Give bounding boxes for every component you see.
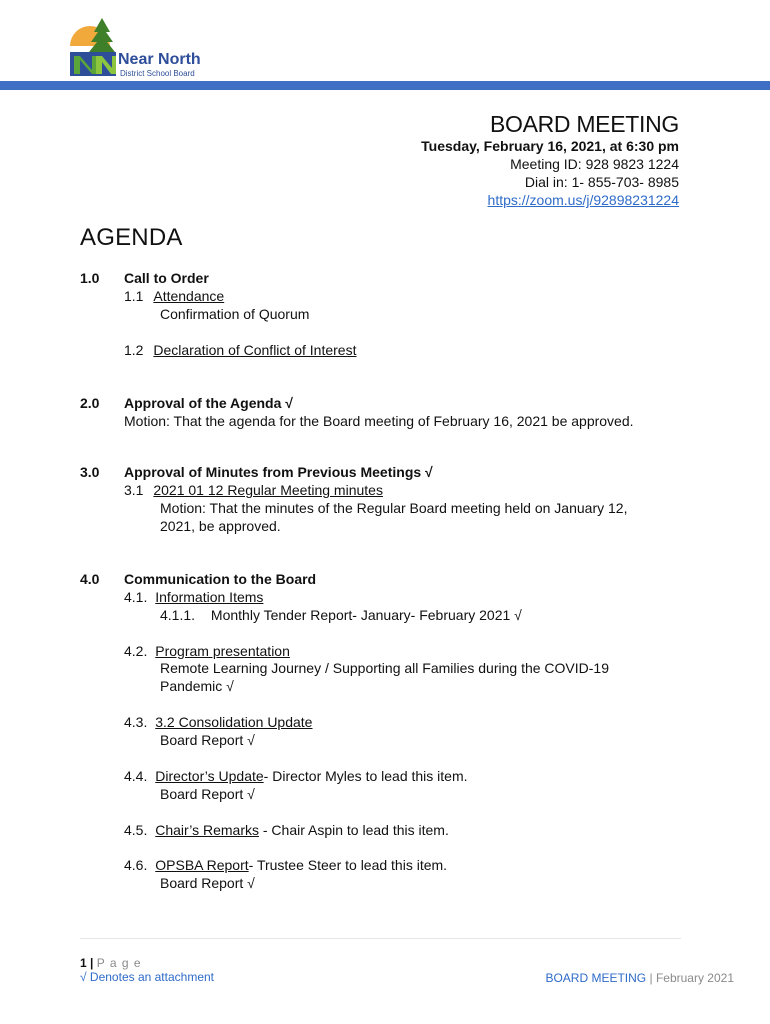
agenda-item (124, 288, 224, 304)
item-text: Monthly Tender Report- January- February 2021 √ (210, 607, 522, 623)
section-title: Approval of Minutes from Previous Meetings √ (124, 464, 433, 480)
footer-date: February 2021 (655, 971, 734, 985)
item-link[interactable]: Information Items (155, 589, 264, 605)
item-number: 4.4. (124, 768, 148, 784)
footer-doc-title (545, 971, 734, 985)
zoom-link[interactable]: https://zoom.us/j/92898231224 (487, 192, 679, 208)
agenda-item (124, 714, 312, 730)
item-number: 1.2 (124, 342, 144, 358)
footer-title: BOARD MEETING (545, 971, 647, 985)
item-number: 3.1 (124, 482, 144, 498)
agenda-item (124, 643, 290, 659)
item-note: Confirmation of Quorum (160, 306, 310, 322)
item-link[interactable]: 3.2 Consolidation Update (155, 714, 313, 730)
item-link[interactable]: Chair’s Remarks (155, 822, 259, 838)
item-note-line-2: Pandemic √ (160, 678, 234, 694)
item-number: 4.2. (124, 643, 148, 659)
section-number: 1.0 (80, 270, 100, 286)
meeting-id: Meeting ID: 928 9823 1224 (510, 156, 679, 172)
item-link[interactable]: Declaration of Conflict of Interest (153, 342, 357, 358)
section-title: Communication to the Board (124, 571, 317, 587)
section-number: 3.0 (80, 464, 100, 480)
item-note: Board Report √ (160, 732, 255, 748)
item-text: - Director Myles to lead this item. (263, 768, 468, 784)
agenda-item (124, 857, 447, 873)
item-text: - Chair Aspin to lead this item. (258, 822, 449, 838)
section-number: 4.0 (80, 571, 100, 587)
agenda-heading: AGENDA (80, 224, 183, 251)
item-number: 4.1.1. (160, 607, 196, 623)
page-sep: | (86, 956, 97, 970)
footer-sep: | (646, 971, 656, 985)
motion-text-line-1: Motion: That the minutes of the Regular Board meeting held on January 12, (160, 500, 628, 516)
item-number: 4.6. (124, 857, 148, 873)
section-title: Approval of the Agenda √ (124, 395, 293, 411)
motion-text-line-2: 2021, be approved. (160, 518, 281, 534)
item-link[interactable]: 2021 01 12 Regular Meeting minutes (153, 482, 383, 498)
agenda-item (124, 589, 263, 605)
item-number: 4.5. (124, 822, 148, 838)
page-num: 1 (80, 956, 87, 970)
section-title: Call to Order (124, 270, 209, 286)
item-link[interactable]: OPSBA Report (155, 857, 249, 873)
meeting-date: Tuesday, February 16, 2021, at 6:30 pm (421, 138, 679, 154)
agenda-item (124, 822, 449, 838)
meeting-title: BOARD MEETING (489, 111, 679, 137)
section-number: 2.0 (80, 395, 100, 411)
attachment-note: √ Denotes an attachment (80, 970, 214, 984)
agenda-subitem (160, 607, 522, 623)
item-number: 1.1 (124, 288, 144, 304)
header-accent-bar (0, 81, 770, 90)
agenda-item (124, 482, 383, 498)
item-note: Board Report √ (160, 875, 255, 891)
page-word: P a g e (96, 956, 142, 970)
item-link[interactable]: Director’s Update (155, 768, 264, 784)
item-number: 4.3. (124, 714, 148, 730)
item-note: Board Report √ (160, 786, 255, 802)
item-link[interactable]: Attendance (153, 288, 225, 304)
dial-in: Dial in: 1- 855-703- 8985 (524, 174, 679, 190)
item-text: - Trustee Steer to lead this item. (248, 857, 448, 873)
agenda-item (124, 342, 356, 358)
footer-divider (80, 938, 681, 939)
logo-subname: District School Board (120, 69, 195, 78)
page-number (80, 956, 142, 970)
item-link[interactable]: Program presentation (155, 643, 290, 659)
logo-name: Near North (118, 51, 201, 68)
motion-text: Motion: That the agenda for the Board meeting of February 16, 2021 be approved. (124, 413, 634, 429)
item-note-line-1: Remote Learning Journey / Supporting all Families during the COVID-19 (160, 660, 610, 676)
item-number: 4.1. (124, 589, 148, 605)
near-north-logo (66, 16, 216, 80)
agenda-item (124, 768, 468, 784)
